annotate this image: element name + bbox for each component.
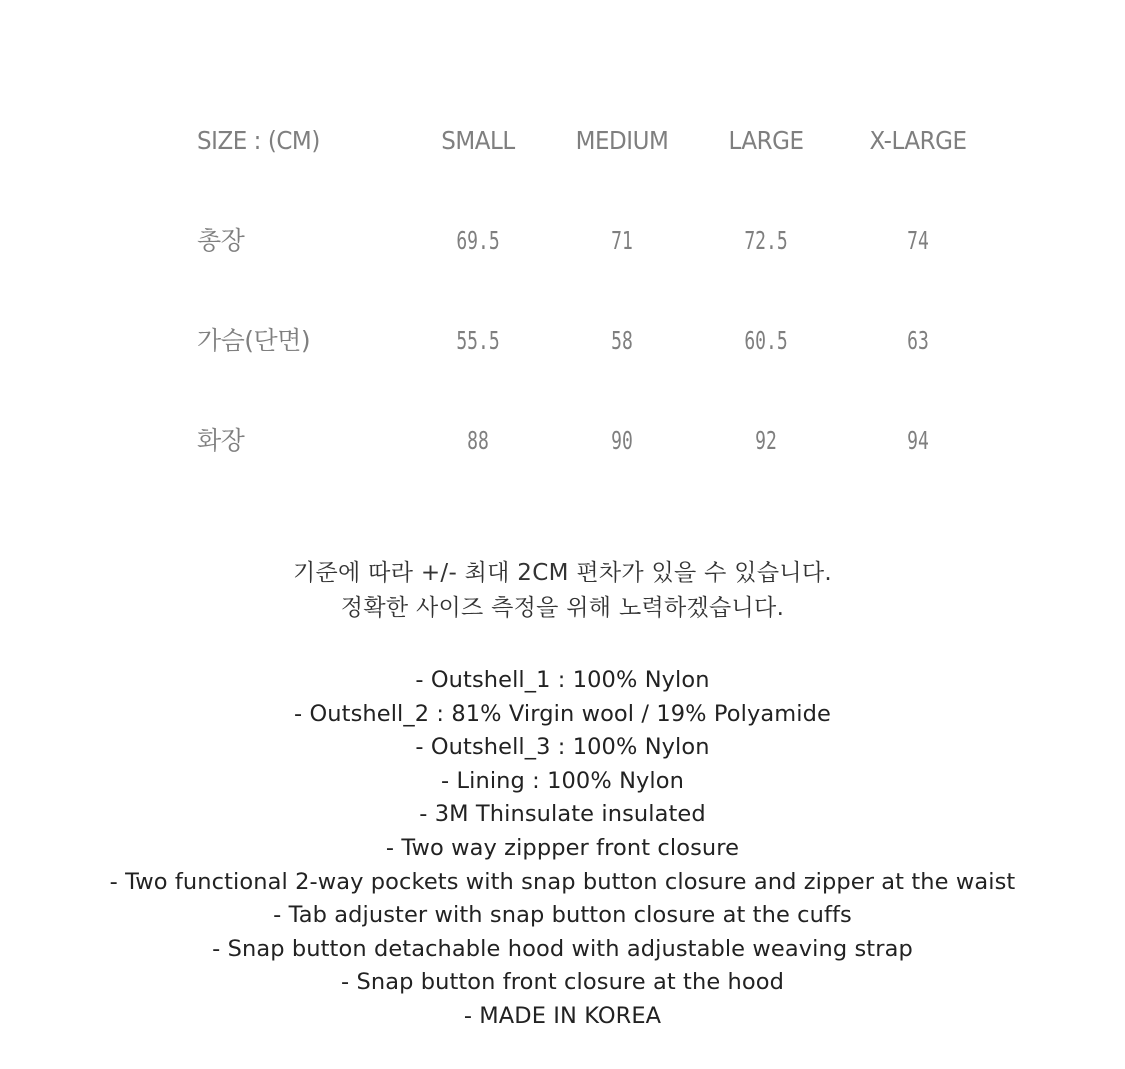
- spec-item: - Snap button front closure at the hood: [340, 969, 784, 996]
- spec-item: - Outshell_1 : 100% Nylon: [415, 667, 710, 693]
- table-cell: 74: [907, 226, 929, 255]
- size-column-large: LARGE: [728, 126, 804, 155]
- size-column-small: SMALL: [441, 126, 515, 155]
- table-cell: 88: [467, 426, 489, 455]
- notice-line: 기준에 따라 +/- 최대 2CM 편차가 있을 수 있습니다.: [293, 560, 832, 586]
- spec-item: - Outshell_2 : 81% Virgin wool / 19% Polyamide: [294, 700, 831, 727]
- size-column-xlarge: X-LARGE: [869, 126, 967, 155]
- size-chart-table: [0, 0, 1125, 480]
- spec-item: - 3M Thinsulate insulated: [419, 801, 706, 828]
- size-column-medium: MEDIUM: [575, 126, 669, 155]
- table-cell: 63: [907, 326, 929, 355]
- spec-item: - Lining : 100% Nylon: [441, 767, 684, 794]
- table-cell: 71: [611, 226, 633, 255]
- spec-item: - Outshell_3 : 100% Nylon: [415, 734, 710, 761]
- row-label-chest: 가슴(단면): [197, 326, 311, 355]
- notice-line: 정확한 사이즈 측정을 위해 노력하겠습니다.: [340, 595, 785, 621]
- spec-item: - Two functional 2-way pockets with snap button closure and zipper at the waist: [109, 868, 1016, 895]
- material-spec-list: [0, 664, 1125, 1034]
- table-cell: 58: [611, 326, 633, 355]
- table-cell: 72.5: [744, 226, 788, 255]
- table-cell: 92: [755, 426, 777, 455]
- table-cell: 90: [611, 426, 633, 455]
- table-cell: 60.5: [744, 326, 788, 355]
- size-deviation-notice: [0, 556, 1125, 626]
- size-header-label: SIZE : (CM): [197, 126, 320, 155]
- row-label-total-length: 총장: [197, 226, 245, 255]
- spec-item: - Two way zippper front closure: [385, 834, 740, 861]
- table-cell: 94: [907, 426, 929, 455]
- spec-item: - Snap button detachable hood with adjustable weaving strap: [212, 935, 913, 962]
- row-label-sleeve-length: 화장: [197, 426, 245, 455]
- spec-item: - MADE IN KOREA: [463, 1002, 662, 1029]
- table-cell: 69.5: [456, 226, 500, 255]
- spec-item: - Tab adjuster with snap button closure at the cuffs: [273, 902, 852, 929]
- table-cell: 55.5: [456, 326, 500, 355]
